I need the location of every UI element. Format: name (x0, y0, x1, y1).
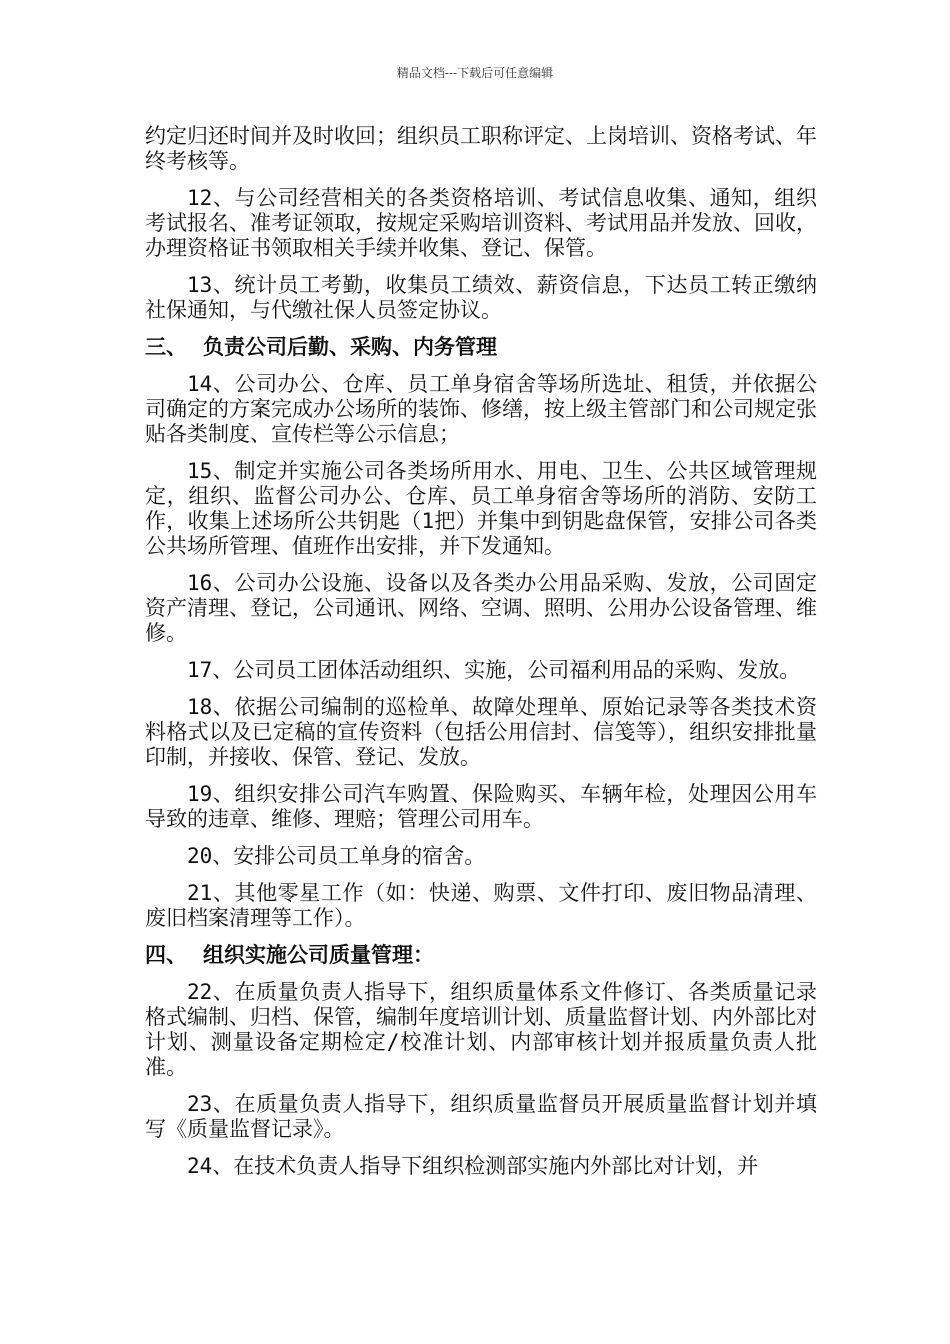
paragraph: 15、制定并实施公司各类场所用水、用电、卫生、公共区域管理规定，组织、监督公司办公、仓库、员工单身宿舍等场所的消防、安防工作，收集上述场所公共钥匙（1把）并集中到钥匙盘保管，安排公司各类公共场所管理、值班作出安排，并下发通知。 (145, 459, 817, 558)
paragraph: 22、在质量负责人指导下，组织质量体系文件修订、各类质量记录格式编制、归档、保管，编制年度培训计划、质量监督计划、内外部比对计划、测量设备定期检定/校准计划、内部审核计划并报质量负责人批准。 (145, 980, 817, 1079)
section-heading (145, 335, 817, 360)
document-body (145, 124, 817, 1191)
paragraph: 24、在技术负责人指导下组织检测部实施内外部比对计划，并 (187, 1154, 759, 1178)
section-number: 四、 (145, 943, 187, 967)
paragraph: 16、公司办公设施、设备以及各类办公用品采购、发放，公司固定资产清理、登记，公司通讯、网络、空调、照明、公用办公设备管理、维修。 (145, 571, 817, 645)
paragraph: 18、依据公司编制的巡检单、故障处理单、原始记录等各类技术资料格式以及已定稿的宣传资料（包括公用信封、信笺等），组织安排批量印制，并接收、保管、登记、发放。 (145, 695, 817, 769)
paragraph: 23、在质量负责人指导下，组织质量监督员开展质量监督计划并填写《质量监督记录》。 (145, 1092, 817, 1141)
paragraph: 约定归还时间并及时收回；组织员工职称评定、上岗培训、资格考试、年终考核等。 (145, 124, 817, 173)
section-number: 三、 (145, 335, 187, 359)
paragraph: 20、安排公司员工单身的宿舍。 (187, 844, 486, 868)
paragraph: 17、公司员工团体活动组织、实施，公司福利用品的采购、发放。 (187, 658, 801, 682)
paragraph: 14、公司办公、仓库、员工单身宿舍等场所选址、租赁，并依据公司确定的方案完成办公场所的装饰、修缮，按上级主管部门和公司规定张贴各类制度、宣传栏等公示信息； (145, 372, 817, 446)
section-title: 组织实施公司质量管理： (203, 943, 434, 967)
paragraph: 19、组织安排公司汽车购置、保险购买、车辆年检，处理因公用车导致的违章、维修、理赔；管理公司用车。 (145, 782, 817, 831)
page-header: 精品文档---下载后可任意编辑 (396, 66, 554, 80)
paragraph: 21、其他零星工作（如：快递、购票、文件打印、废旧物品清理、废旧档案清理等工作）。 (145, 881, 817, 930)
paragraph: 12、与公司经营相关的各类资格培训、考试信息收集、通知，组织考试报名、准考证领取，按规定采购培训资料、考试用品并发放、回收，办理资格证书领取相关手续并收集、登记、保管。 (145, 186, 817, 260)
paragraph: 13、统计员工考勤，收集员工绩效、薪资信息，下达员工转正缴纳社保通知，与代缴社保人员签定协议。 (145, 273, 817, 322)
section-title: 负责公司后勤、采购、内务管理 (203, 335, 497, 359)
section-heading (145, 943, 817, 968)
